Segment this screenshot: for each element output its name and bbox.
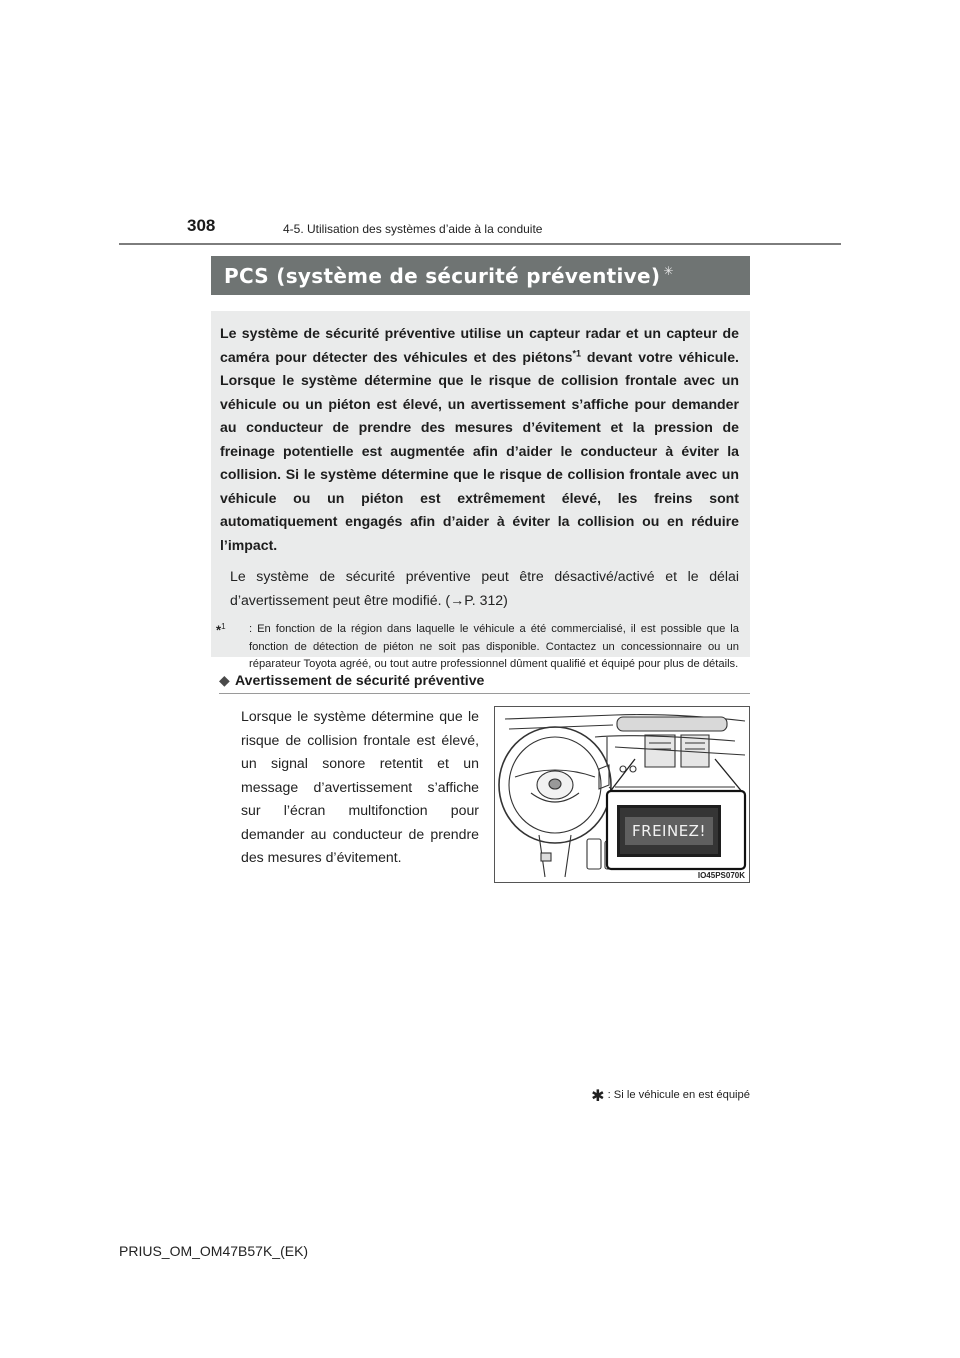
diamond-bullet-icon: ◆ [219, 672, 230, 688]
optional-equipment-icon: ✳ [663, 264, 674, 278]
footnote-star: * [216, 622, 222, 638]
page-number: 308 [187, 216, 216, 235]
chapter-title: 4-5. Utilisation des systèmes d’aide à la conduite [283, 222, 543, 236]
equipped-note [591, 1086, 750, 1106]
equipped-note-text: : Si le véhicule en est équipé [607, 1089, 750, 1101]
brake-warning-message: FREINEZ! [625, 817, 713, 845]
section-title: PCS (système de sécurité préventive) [224, 263, 661, 288]
intro-box [211, 311, 750, 670]
subsection-heading-text: Avertissement de sécurité préventive [235, 672, 485, 688]
intro-text-start: Le système de sécurité préventive utilise un capteur radar et un capteur de caméra pour détecter des véhicules et des piétons [220, 325, 739, 365]
subsection-heading [219, 672, 750, 694]
subsection-text: Lorsque le système détermine que le risque de collision frontale est élevé, un signal sonore retentit et un message d’avertissement s’affiche sur l’écran multifonction pour demander au conducteur de prendre des mesures d’évitement. [241, 708, 479, 865]
dashboard-illustration [494, 706, 750, 883]
intro-paragraph [220, 322, 739, 557]
asterisk-icon: ✱ [591, 1088, 605, 1105]
figure-code: IO45PS070K [697, 871, 745, 880]
intro-settings-note: Le système de sécurité préventive peut être désactivé/activé et le délai d’avertissement peut être modifié. (→P. 312) [230, 568, 739, 608]
footnote-marker [216, 618, 226, 639]
footnote-index: 1 [221, 622, 226, 631]
section-title-bar [211, 256, 750, 295]
intro-text-end: devant votre véhicule. Lorsque le système détermine que le risque de collision frontale avec un véhicule ou un piéton est élevé, un avertissement s’affiche pour demander au conducteur de prendre des mesures d’évitement et la pression de freinage potentielle est augmentée afin d’aider le conducteur à éviter la collision. Si le système détermine que le risque de collision frontale avec un véhicule ou un piéton est extrêmement élevé, les freins sont automatiquement engagés afin d’aider à éviter la collision ou en réduire l’impact. [220, 348, 739, 553]
page-header [119, 216, 841, 246]
header-rule [119, 243, 841, 245]
footnote-text: : En fonction de la région dans laquelle le véhicule a été commercialisé, il est possible que la fonction de détection de piéton ne soit pas disponible. Contactez un concessionnaire ou un réparateur Toyota agréé, ou tout autre professionnel dûment qualifié et équipé pour plus de détails. [249, 623, 739, 670]
document-id: PRIUS_OM_OM47B57K_(EK) [119, 1243, 309, 1259]
multi-information-display [617, 805, 721, 857]
footnote-reference: *1 [572, 347, 581, 358]
footnote [216, 621, 739, 674]
